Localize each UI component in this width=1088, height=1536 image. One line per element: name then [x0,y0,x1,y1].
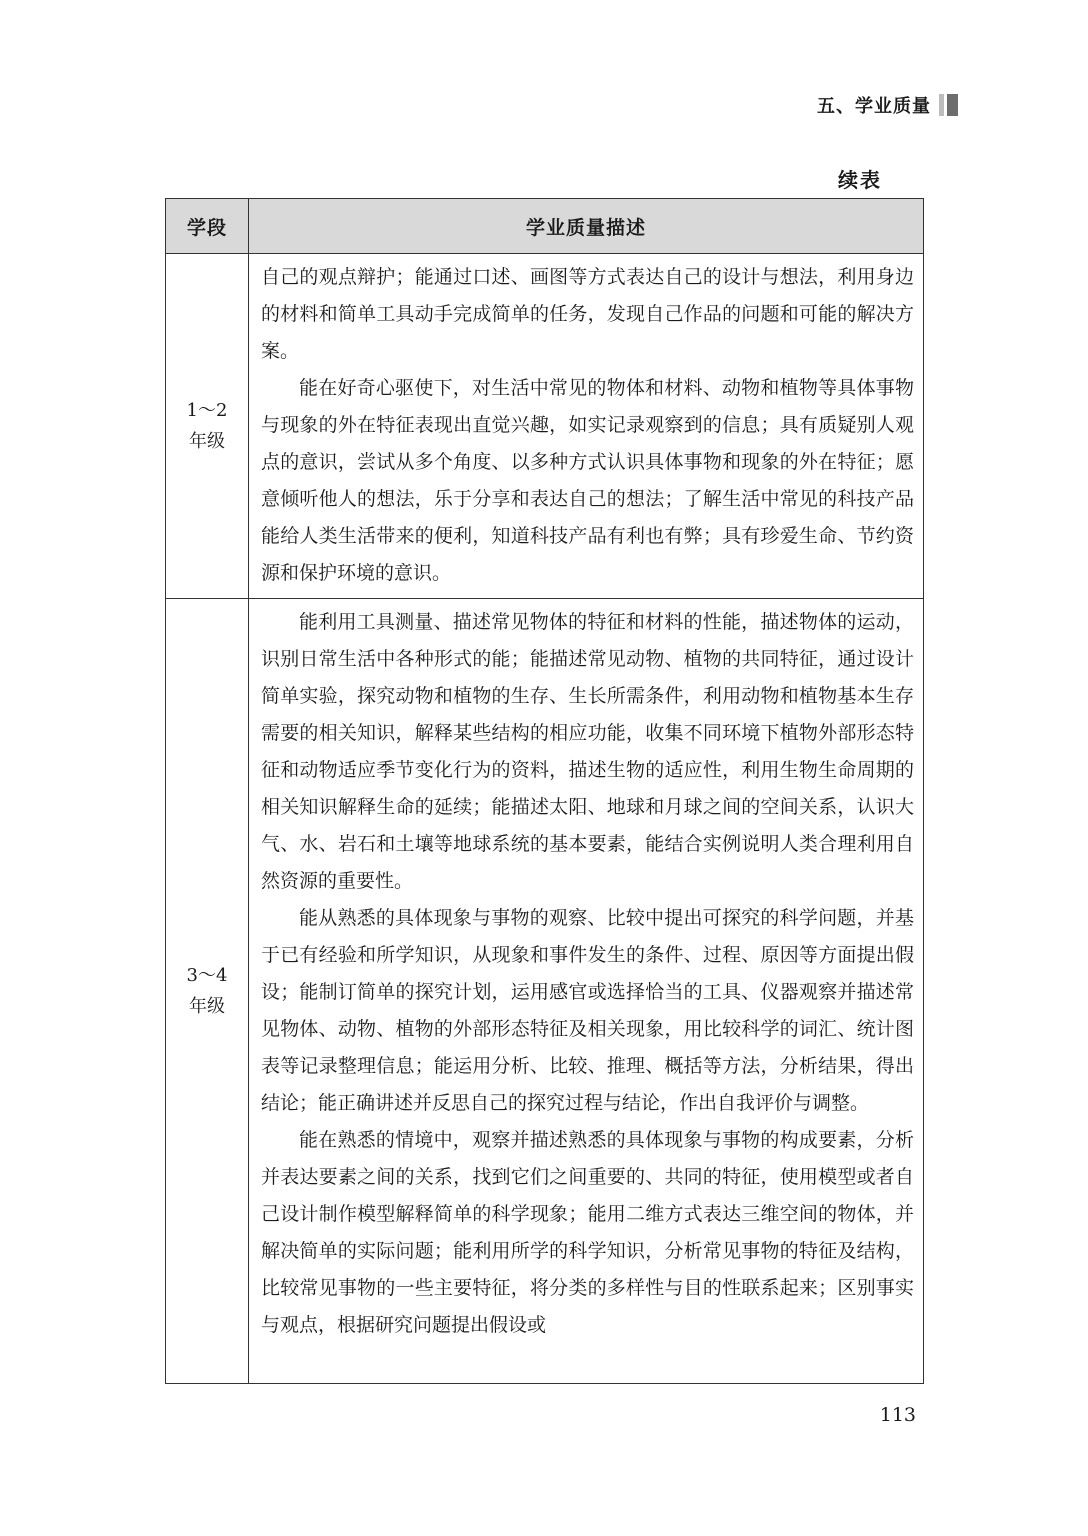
stage-range: 3～4 [186,965,228,986]
description-cell [249,254,924,599]
section-title: 五、学业质量 [817,96,931,117]
stage-unit: 年级 [189,996,225,1017]
header-bar-light [939,94,944,116]
description-paragraph: 能利用工具测量、描述常见物体的特征和材料的性能，描述物体的运动，识别日常生活中各种形式的能；能描述常见动物、植物的共同特征，通过设计简单实验，探究动物和植物的生存、生长所需条件，利用动物和植物基本生存需要的相关知识，解释某些结构的相应功能，收集不同环境下植物外部形态特征和动物适应季节变化行为的资料，描述生物的适应性，利用生物生命周期的相关知识解释生命的延续；能描述太阳、地球和月球之间的空间关系，认识大气、水、岩石和土壤等地球系统的基本要素，能结合实例说明人类合理利用自然资源的重要性。 [261,611,914,892]
table-row [166,599,924,1384]
header-bar-dark [947,94,958,116]
quality-table [165,198,924,1384]
description-paragraph: 能在熟悉的情境中，观察并描述熟悉的具体现象与事物的构成要素，分析并表达要素之间的关系，找到它们之间重要的、共同的特征，使用模型或者自己设计制作模型解释简单的科学现象；能用二维方式表达三维空间的物体，并解决简单的实际问题；能利用所学的科学知识，分析常见事物的特征及结构，比较常见事物的一些主要特征，将分类的多样性与目的性联系起来；区别事实与观点，根据研究问题提出假设或 [261,1129,914,1336]
description-cell [249,599,924,1384]
table-row [166,254,924,599]
stage-cell [166,599,249,1384]
column-header-description: 学业质量描述 [249,199,924,254]
stage-cell [166,254,249,599]
description-paragraph: 能从熟悉的具体现象与事物的观察、比较中提出可探究的科学问题，并基于已有经验和所学知识，从现象和事件发生的条件、过程、原因等方面提出假设；能制订简单的探究计划，运用感官或选择恰当的工具、仪器观察并描述常见物体、动物、植物的外部形态特征及相关现象，用比较科学的词汇、统计图表等记录整理信息；能运用分析、比较、推理、概括等方法，分析结果，得出结论；能正确讲述并反思自己的探究过程与结论，作出自我评价与调整。 [261,907,914,1114]
stage-unit: 年级 [189,431,225,452]
description-paragraph: 自己的观点辩护；能通过口述、画图等方式表达自己的设计与想法，利用身边的材料和简单工具动手完成简单的任务，发现自己作品的问题和可能的解决方案。 [261,266,914,362]
running-header [817,92,958,118]
column-header-stage: 学段 [166,199,249,254]
page-number: 113 [879,1404,916,1426]
stage-range: 1～2 [186,400,228,421]
continued-label: 续表 [838,168,882,192]
table-header-row [166,199,924,254]
description-paragraph: 能在好奇心驱使下，对生活中常见的物体和材料、动物和植物等具体事物与现象的外在特征表现出直觉兴趣，如实记录观察到的信息；具有质疑别人观点的意识，尝试从多个角度、以多种方式认识具体事物和现象的外在特征；愿意倾听他人的想法，乐于分享和表达自己的想法；了解生活中常见的科技产品能给人类生活带来的便利，知道科技产品有利也有弊；具有珍爱生命、节约资源和保护环境的意识。 [261,377,914,584]
header-bars-decoration [939,94,958,116]
